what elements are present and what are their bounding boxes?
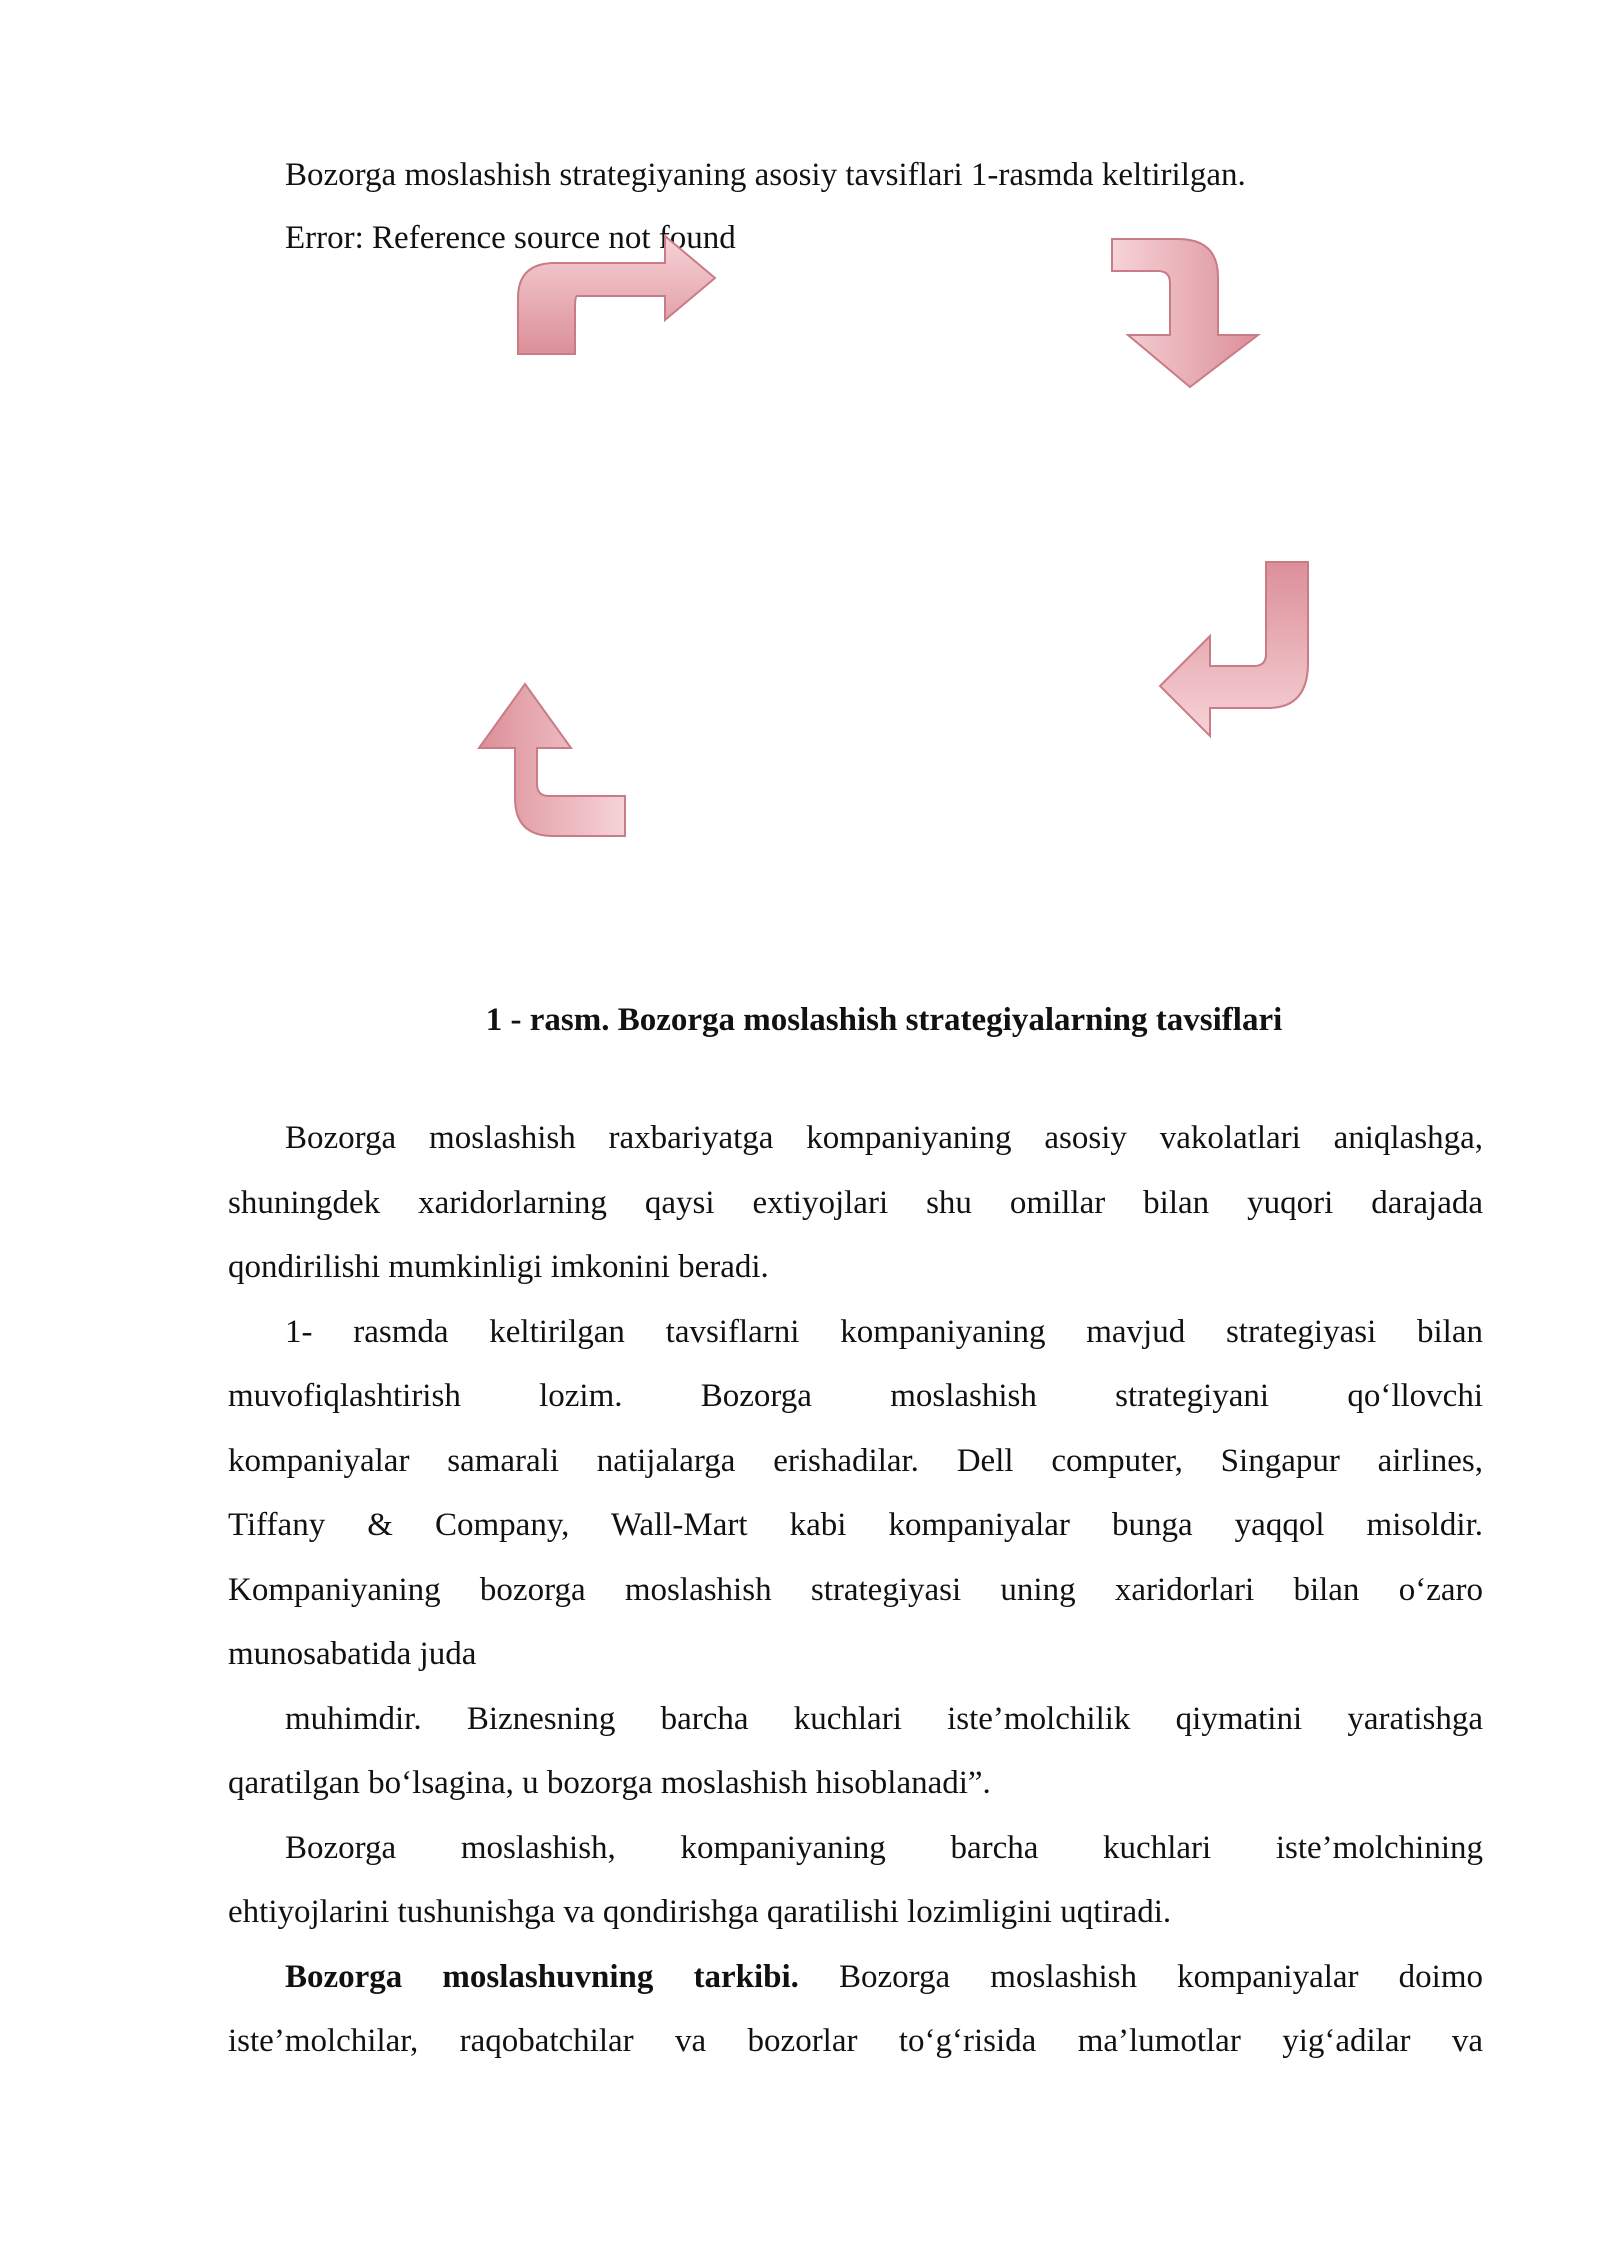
- paragraph-line: Bozorga moslashish raxbariyatga kompaniyaning asosiy vakolatlari aniqlashga,: [285, 1120, 1483, 1156]
- error-line: Error: Reference source not found: [285, 220, 736, 256]
- paragraph-line: qaratilgan bo‘lsagina, u bozorga moslashish hisoblanadi”.: [228, 1765, 991, 1801]
- intro-line: Bozorga moslashish strategiyaning asosiy tavsiflari 1-rasmda keltirilgan.: [285, 157, 1246, 193]
- paragraph-line: munosabatida juda: [228, 1636, 477, 1672]
- paragraph-line: Tiffany & Company, Wall-Mart kabi kompaniyalar bunga yaqqol misoldir.: [228, 1507, 1483, 1543]
- paragraph-line: shuningdek xaridorlarning qaysi extiyojlari shu omillar bilan yuqori darajada: [228, 1185, 1483, 1221]
- paragraph-line: 1- rasmda keltirilgan tavsiflarni kompaniyaning mavjud strategiyasi bilan: [285, 1314, 1483, 1350]
- paragraph-line: kompaniyalar samarali natijalarga erishadilar. Dell computer, Singapur airlines,: [228, 1443, 1483, 1479]
- curved-arrow-left-icon: [1158, 558, 1313, 740]
- paragraph-line: [285, 1957, 1483, 1997]
- paragraph-line: muhimdir. Biznesning barcha kuchlari iste’molchilik qiymatini yaratishga: [285, 1701, 1483, 1737]
- paragraph-line: muvofiqlashtirish lozim. Bozorga moslashish strategiyani qo‘llovchi: [228, 1378, 1483, 1414]
- paragraph-line: qondirilishi mumkinligi imkonini beradi.: [228, 1249, 769, 1285]
- paragraph-line: iste’molchilar, raqobatchilar va bozorlar to‘g‘risida ma’lumotlar yig‘adilar va: [228, 2023, 1483, 2059]
- paragraph-text: Bozorga moslashish kompaniyalar doimo: [798, 1959, 1483, 1995]
- figure-caption: 1 - rasm. Bozorga moslashish strategiyalarning tavsiflari: [485, 1002, 1283, 1038]
- paragraph-line: Bozorga moslashish, kompaniyaning barcha kuchlari iste’molchining: [285, 1830, 1483, 1866]
- paragraph-line: Kompaniyaning bozorga moslashish strategiyasi uning xaridorlari bilan o‘zaro: [228, 1572, 1483, 1608]
- curved-arrow-up-icon: [475, 680, 635, 840]
- curved-arrow-down-icon: [1108, 235, 1263, 390]
- section-heading-inline: Bozorga moslashuvning tarkibi.: [285, 1959, 799, 1995]
- paragraph-line: ehtiyojlarini tushunishga va qondirishga qaratilishi lozimligini uqtiradi.: [228, 1894, 1172, 1930]
- curved-arrow-right-icon: [515, 228, 720, 358]
